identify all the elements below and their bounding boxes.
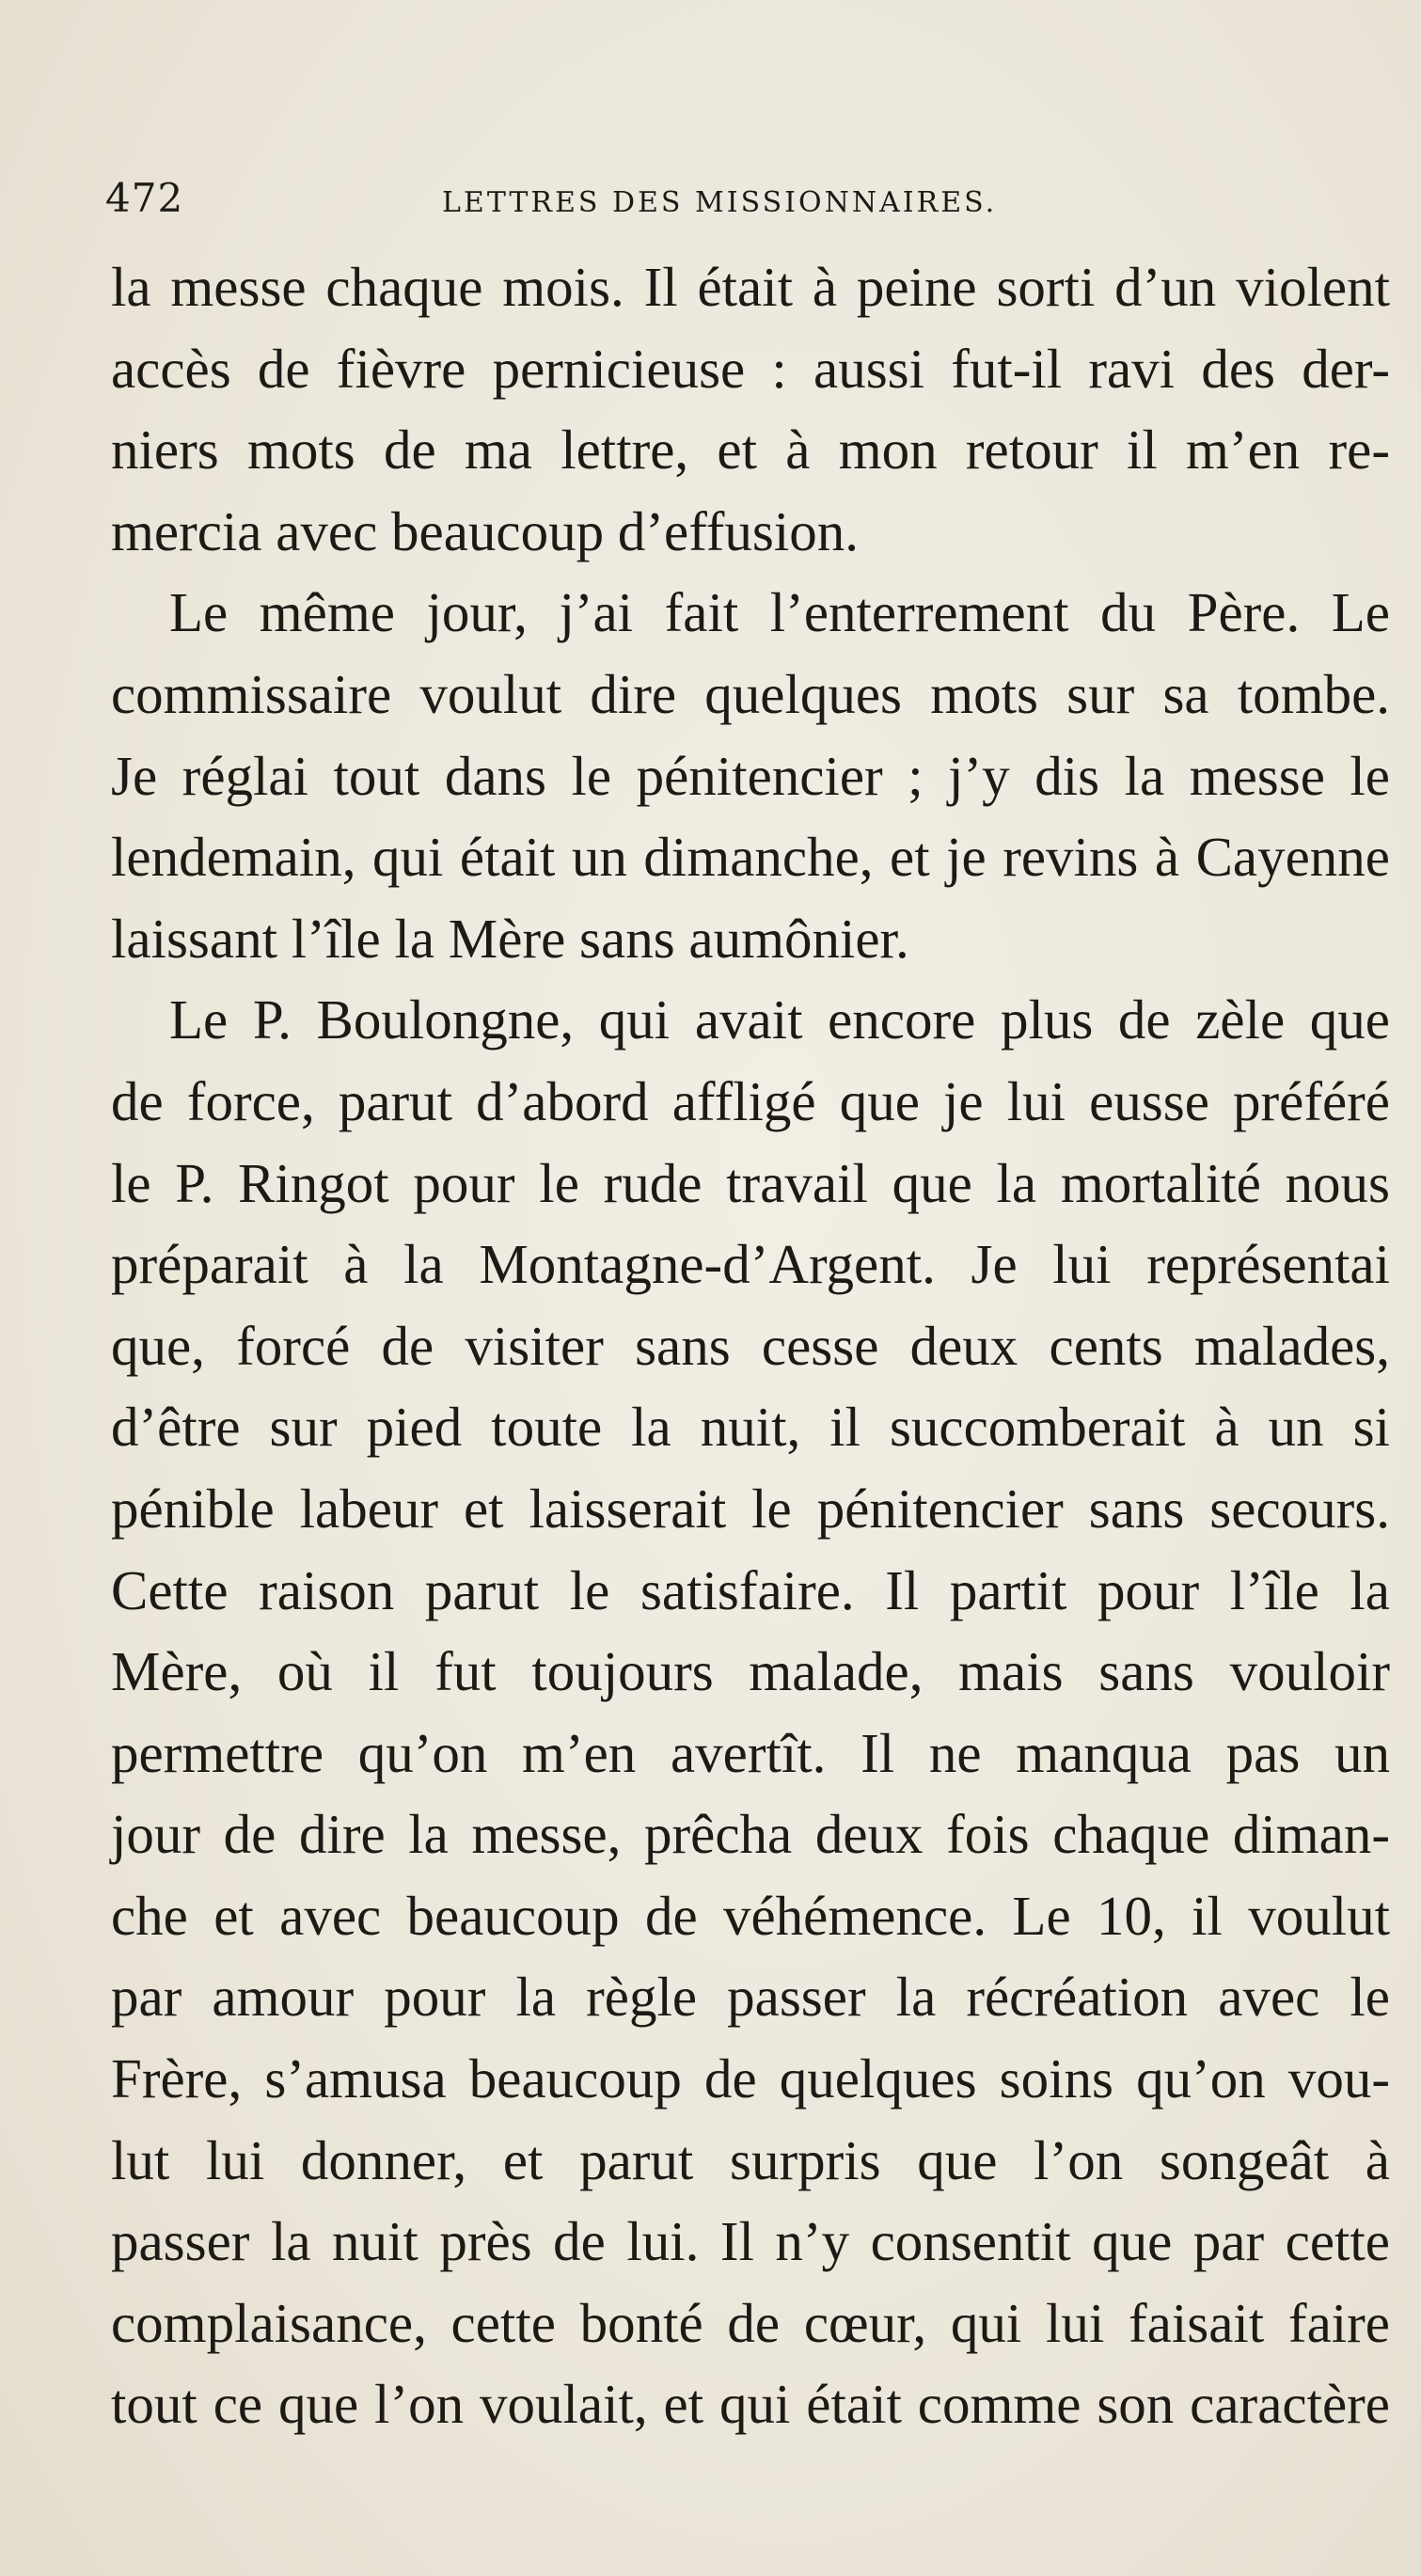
text-line: de force, parut d’abord affligé que je lui eusse préféré	[111, 1069, 1390, 1132]
text-line: Le P. Boulongne, qui avait encore plus de zèle que	[169, 988, 1390, 1051]
text-line: passer la nuit près de lui. Il n’y consentit que par cette	[111, 2210, 1390, 2273]
text-line: lendemain, qui était un dimanche, et je revins à Cayenne	[111, 826, 1390, 889]
text-line: d’être sur pied toute la nuit, il succomberait à un si	[111, 1396, 1390, 1459]
text-line: mercia avec beaucoup d’effusion.	[111, 499, 860, 562]
text-line: complaisance, cette bonté de cœur, qui lui faisait faire	[111, 2291, 1390, 2354]
text-line: Frère, s’amusa beaucoup de quelques soins qu’on vou-	[111, 2047, 1390, 2110]
text-line: le P. Ringot pour le rude travail que la mortalité nous	[111, 1151, 1390, 1214]
text-line: lut lui donner, et parut surpris que l’on songeât à	[111, 2128, 1390, 2191]
body-text	[111, 246, 1390, 2445]
text-line: tout ce que l’on voulait, et qui était comme son caractère	[111, 2373, 1390, 2436]
text-line: niers mots de ma lettre, et à mon retour il m’en re-	[111, 419, 1390, 482]
page-number: 472	[105, 175, 184, 221]
text-line: Le même jour, j’ai fait l’enterrement du Père. Le	[169, 581, 1390, 644]
page-header	[94, 169, 1392, 226]
text-line: par amour pour la règle passer la récréation avec le	[111, 1966, 1390, 2029]
text-line: la messe chaque mois. Il était à peine sorti d’un violent	[111, 256, 1390, 318]
text-line: préparait à la Montagne-d’Argent. Je lui représentai	[111, 1233, 1390, 1296]
text-line: Mère, où il fut toujours malade, mais sans vouloir	[111, 1640, 1390, 1703]
text-line: commissaire voulut dire quelques mots sur sa tombe.	[111, 662, 1390, 725]
text-line: pénible labeur et laisserait le pénitencier sans secours.	[111, 1477, 1390, 1540]
text-line: jour de dire la messe, prêcha deux fois chaque diman-	[111, 1803, 1390, 1866]
text-line: Je réglai tout dans le pénitencier ; j’y dis la messe le	[111, 744, 1390, 807]
text-line: que, forcé de visiter sans cesse deux cents malades,	[111, 1314, 1390, 1377]
text-line: Cette raison parut le satisfaire. Il partit pour l’île la	[111, 1558, 1390, 1621]
text-line: permettre qu’on m’en avertît. Il ne manqua pas un	[111, 1721, 1390, 1784]
text-line: laissant l’île la Mère sans aumônier.	[111, 907, 909, 970]
running-head: LETTRES DES MISSIONNAIRES.	[442, 186, 998, 219]
text-line: che et avec beaucoup de véhémence. Le 10, il voulut	[111, 1884, 1390, 1947]
text-line: accès de fièvre pernicieuse : aussi fut-il ravi des der-	[111, 337, 1390, 400]
